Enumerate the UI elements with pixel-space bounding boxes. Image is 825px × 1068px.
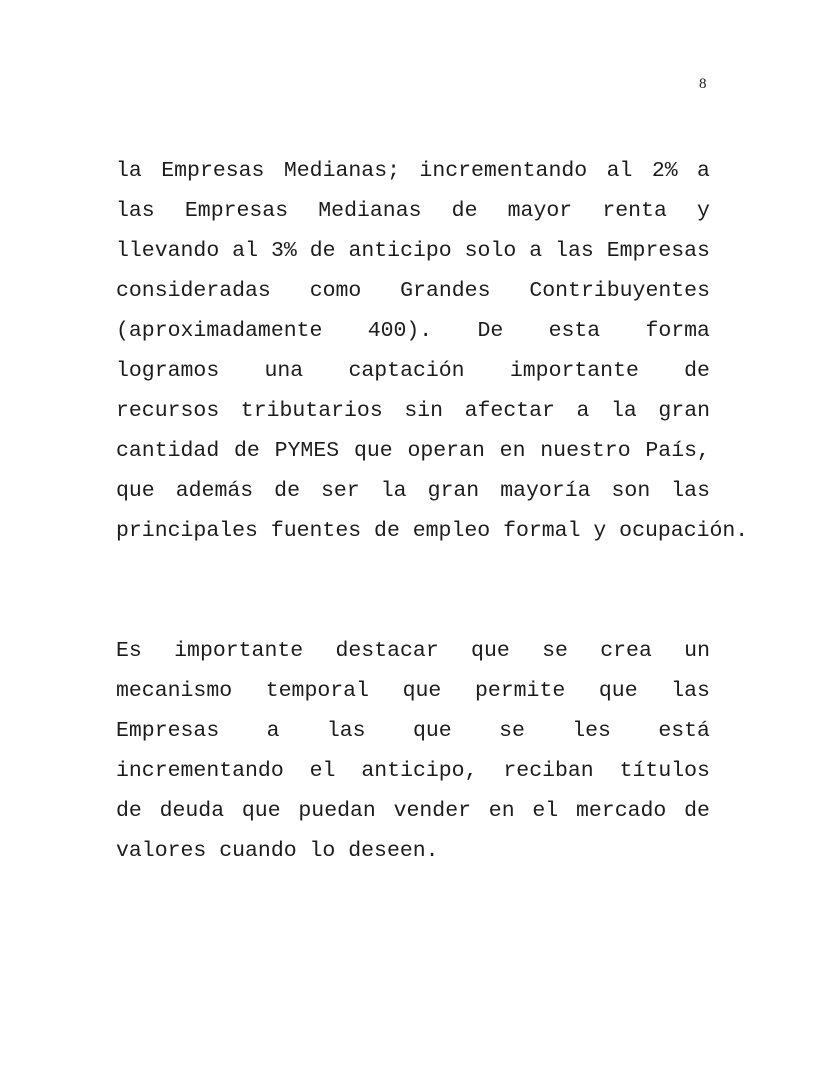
paragraph-1: [116, 151, 749, 551]
word: (aproximadamente: [116, 319, 323, 343]
word: las: [671, 679, 710, 703]
word: operan: [407, 439, 485, 463]
text-line: [116, 711, 710, 751]
word: la: [380, 479, 407, 503]
word: reciban: [503, 759, 594, 783]
word: al: [606, 159, 633, 183]
word: una: [264, 359, 304, 383]
text-line: principales fuentes de empleo formal y ocupación.: [116, 519, 749, 543]
word: anticipo,: [361, 759, 478, 783]
word: que: [598, 679, 638, 703]
text-line: [116, 431, 710, 471]
word: crea: [600, 639, 652, 663]
word: en: [488, 799, 515, 823]
word: que: [116, 479, 155, 503]
text-line: [116, 471, 710, 511]
word: recursos: [116, 399, 220, 423]
word: Es: [116, 639, 142, 663]
word: la: [611, 399, 637, 423]
word: forma: [645, 319, 710, 343]
word: PYMES: [274, 439, 340, 463]
text-line: [116, 791, 710, 831]
word: vender: [393, 799, 472, 823]
word: importante: [509, 359, 639, 383]
word: a: [529, 239, 543, 263]
word: en: [499, 439, 526, 463]
word: al: [232, 239, 258, 263]
word: sin: [404, 399, 444, 423]
word: que: [412, 719, 452, 743]
text-line: [116, 351, 710, 391]
word: además: [175, 479, 254, 503]
word: consideradas: [116, 279, 271, 303]
word: Grandes: [400, 279, 491, 303]
word: incrementando: [116, 759, 284, 783]
text-line: [116, 191, 710, 231]
word: que: [471, 639, 510, 663]
word: les: [572, 719, 611, 743]
word: nuestro: [540, 439, 631, 463]
word: la: [116, 159, 142, 183]
word: está: [658, 719, 710, 743]
word: mercado: [575, 799, 667, 823]
word: de: [684, 359, 710, 383]
word: de: [451, 199, 478, 223]
word: captación: [348, 359, 465, 383]
word: incrementando: [419, 159, 588, 183]
text-line: valores cuando lo deseen.: [116, 839, 439, 863]
word: que: [402, 679, 442, 703]
word: deuda: [159, 799, 225, 823]
text-line: [116, 671, 710, 711]
text-line: [116, 631, 710, 671]
word: y: [697, 199, 710, 223]
word: Empresas: [606, 239, 710, 263]
word: De: [477, 319, 504, 343]
word: gran: [427, 479, 480, 503]
word: mayor: [507, 199, 573, 223]
text-line: [116, 231, 710, 271]
word: mecanismo: [116, 679, 233, 703]
page-number: 8: [699, 76, 707, 92]
word: 400).: [367, 319, 433, 343]
word: que: [241, 799, 281, 823]
text-line: [116, 391, 710, 431]
word: de: [116, 799, 142, 823]
paragraph-2: [116, 631, 710, 871]
word: como: [309, 279, 362, 303]
word: Empresas: [161, 159, 265, 183]
word: títulos: [619, 759, 710, 783]
word: a: [266, 719, 280, 743]
word: a: [697, 159, 710, 183]
word: tributarios: [240, 399, 383, 423]
word: Empresas: [116, 719, 220, 743]
word: de: [684, 799, 710, 823]
word: un: [684, 639, 710, 663]
word: de: [309, 239, 336, 263]
word: se: [542, 639, 568, 663]
word: País,: [645, 439, 710, 463]
word: de: [274, 479, 300, 503]
word: temporal: [265, 679, 369, 703]
word: que: [353, 439, 393, 463]
word: renta: [602, 199, 667, 223]
word: las: [326, 719, 366, 743]
text-line: [116, 311, 710, 351]
word: Empresas: [184, 199, 289, 223]
word: Medianas;: [283, 159, 400, 183]
word: afectar: [464, 399, 555, 423]
word: 3%: [270, 239, 297, 263]
word: destacar: [335, 639, 439, 663]
word: ser: [321, 479, 360, 503]
word: el: [309, 759, 336, 783]
word: mayoría: [500, 479, 591, 503]
text-line: [116, 151, 710, 191]
word: de: [234, 439, 260, 463]
word: anticipo: [348, 239, 452, 263]
word: 2%: [651, 159, 678, 183]
word: gran: [658, 399, 710, 423]
word: Medianas: [318, 199, 422, 223]
word: son: [611, 479, 651, 503]
word: el: [532, 799, 559, 823]
word: esta: [548, 319, 601, 343]
word: las: [671, 479, 710, 503]
word: importante: [174, 639, 304, 663]
word: las: [555, 239, 594, 263]
text-line: [116, 751, 710, 791]
word: permite: [474, 679, 566, 703]
word: las: [116, 199, 155, 223]
word: a: [576, 399, 590, 423]
word: cantidad: [116, 439, 220, 463]
word: solo: [464, 239, 517, 263]
text-line: [116, 271, 710, 311]
word: Contribuyentes: [529, 279, 710, 303]
word: llevando: [116, 239, 220, 263]
word: se: [499, 719, 525, 743]
word: logramos: [116, 359, 220, 383]
word: puedan: [298, 799, 376, 823]
